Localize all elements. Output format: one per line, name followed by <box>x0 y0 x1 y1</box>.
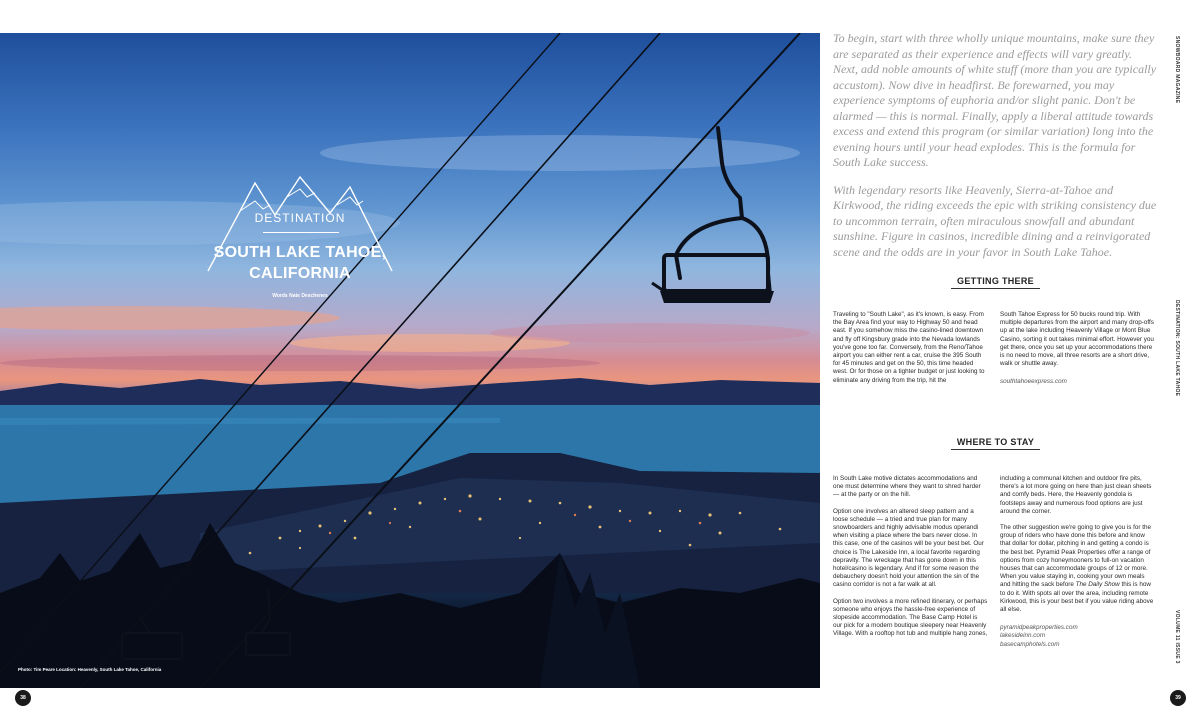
destination-title <box>200 242 400 284</box>
body-paragraph: Option one involves an altered sleep pattern and a loose schedule — a tried and true plan for many snowboarders and highly advisable modus operandi when visiting a place where the bars never close. In this case, one of the casinos will be your best bet. Our choice is The Lakeside Inn, a local favorite regarding depravity. The wreckage that has gone down in this hotel/casino is legendary. And if for some reason the debauchery doesn't hold your attention the sin of the casino corridor is not a far walk at all. <box>833 507 984 589</box>
hero-photo <box>0 33 820 688</box>
title-line-1: SOUTH LAKE TAHOE, <box>213 244 387 261</box>
photo-credit: Photo: Tim Peare Location: Heavenly, South Lake Tahoe, California <box>18 667 162 672</box>
lakeside-inn-link[interactable]: lakesideinn.com <box>1000 632 1046 640</box>
body-paragraph: Traveling to "South Lake", as it's known, is easy. From the Bay Area find your way to Highway 50 and head east. If you somehow miss the casino-lined downtown and fly off Kingsbury grade into the Nevada lowlands you've gone too far. Conversely, from the Reno/Tahoe airport you can either rent a car, cruise the 395 South for 45 minutes and get on the 50, this time headed west. Or for those on a tighter budget or just looking to eliminate any driving from the trip, hit the <box>833 311 985 384</box>
base-camp-link[interactable]: basecamphotels.com <box>1000 640 1060 648</box>
byline: Words Nate Deschenes <box>272 293 328 299</box>
pyramid-peak-link[interactable]: pyramidpeakproperties.com <box>1000 624 1078 632</box>
where-to-stay-column-2 <box>1000 475 1155 649</box>
destination-label: DESTINATION <box>254 211 346 225</box>
body-paragraph: The other suggestion we're going to give you is for the group of riders who have done this before and know that dollar for dollar, pitching in and getting a condo is the best bet. Pyramid Peak Properties offer a range of options from cozy honeymooners to full-on vacation houses that can accommodate groups of 12 or more. When you value staying in, cooking your own meals and hitting the sack before The Daily Show this is how to do it. With spots all over the area, including remote Kirkwood, this is your best bet if you value riding above all else. <box>1000 524 1154 614</box>
body-paragraph: South Tahoe Express for 50 bucks round trip. With multiple departures from the airport and many drop-offs up at the lake including Heavenly Village or Mont Blue Casino, sorting it out takes minimal effort. However you get there, once you set up your accommodations there is no need to move, all three resorts are a short drive, walk or shuttle away. <box>1000 311 1154 368</box>
getting-there-column-1 <box>833 311 988 385</box>
intro-paragraph: With legendary resorts like Heavenly, Sierra-at-Tahoe and Kirkwood, the riding exceeds the epic with striking consistency due to uncommon terrain, often miraculous snowfall and abundant sunshine. Figure in casinos, incredible dining and a reinvigorated scene and the odds are in your favor in South Lake Tahoe. <box>833 182 1157 259</box>
body-paragraph: In South Lake motive dictates accommodations and one must determine where they want to shred harder — at the party or on the hill. <box>833 475 981 499</box>
south-tahoe-express-link[interactable]: southtahoeexpress.com <box>1000 378 1067 386</box>
body-paragraph: including a communal kitchen and outdoor fire pits, there's a lot more going on here than just clean sheets and comfy beds. Here, the Heavenly gondola is footsteps away and numerous food options are just around the corner. <box>1000 475 1152 515</box>
page-number-left: 38 <box>15 690 31 706</box>
getting-there-column-2 <box>1000 311 1155 387</box>
body-paragraph: Option two involves a more refined itinerary, or perhaps someone who enjoys the hassle-free experience of slopeside accommodation. The Base Camp Hotel is our pick for a modern boutique sleepery near Heavenly Village. With a rooftop hot tub and multiple hang zones, <box>833 597 988 638</box>
title-line-2: CALIFORNIA <box>249 265 351 282</box>
show-title: The Daily Show <box>1075 581 1120 589</box>
section-running-head: DESTINATION: SOUTH LAKE TAHOE <box>1174 300 1180 397</box>
magazine-name: SNOWBOARD MAGAZINE <box>1174 36 1180 104</box>
where-to-stay-column-1 <box>833 475 988 639</box>
intro-text <box>833 31 1158 260</box>
intro-paragraph: To begin, start with three wholly unique mountains, make sure they are separated as their experience and effects will vary greatly. Next, add noble amounts of white stuff (more than you are typically accustom). Now dive in headfirst. Be forewarned, you may experience symptoms of euphoria and/or slight panic. Don't be alarmed — this is normal. Finally, apply a liberal attitude towards excess and extend this program (or similar variation) long into the evening hours until your head explodes. This is the formula for South Lake success. <box>833 31 1157 169</box>
where-to-stay-heading: WHERE TO STAY <box>833 437 1158 450</box>
chairlift-scene <box>0 33 820 688</box>
issue-label: VOLUME 11 ISSUE 3 <box>1174 610 1180 664</box>
page-number-right: 39 <box>1170 690 1186 706</box>
getting-there-heading: GETTING THERE <box>833 276 1158 289</box>
title-divider <box>263 232 339 233</box>
